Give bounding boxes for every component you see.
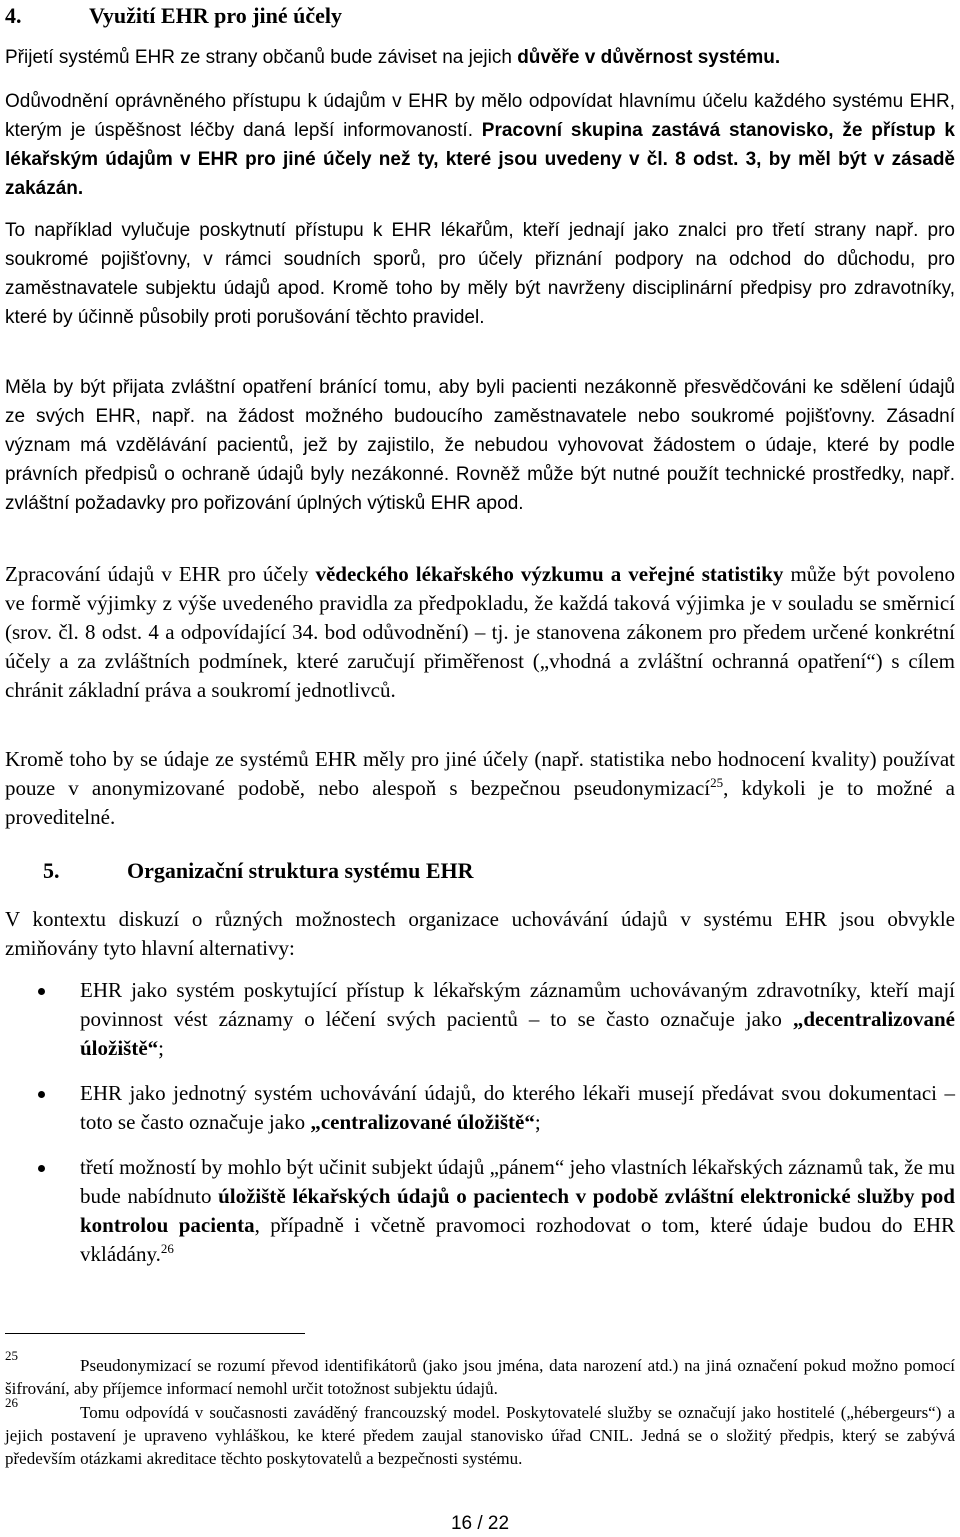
- paragraph-alternatives-text: V kontextu diskuzí o různých možnostech organizace uchovávání údajů v systému EHR jsou obvykle zmiňovány tyto hlavní alternativy:: [5, 907, 955, 960]
- paragraph-special-measures-text: Měla by být přijata zvláštní opatření bránící tomu, aby byli pacienti nezákonně přesvědčováni ke sdělení údajů ze svých EHR, např. na žádost možného budoucího zaměstnavatele nebo soukromé pojišťovny. Zásadní význam má vzdělávání pacientů, jež by zajistilo, že nebudou vyhovovat žádostem o údaje, které by podle právních předpisů o ochraně údajů byly nezákonné. Rovněž může být nutné použít technické prostředky, např. zvláštní požadavky pro pořizování úplných výtisků EHR apod.: [5, 377, 955, 514]
- list-item: třetí možností by mohlo být učinit subjekt údajů „pánem“ jeho vlastních lékařských záznamů tak, že mu bude nabídnuto úložiště lékařských údajů o pacientech v podobě zvláštní elektronické služby pod kontrolou pacienta, případně i včetně pravomoci rozhodovat o tom, které údaje budou do EHR vkládány.$^{26}$: [0, 1153, 960, 1269]
- footnote-divider: [5, 1333, 305, 1334]
- footnote-25-number: 25: [5, 1348, 18, 1363]
- paragraph-anonymization-text1: Kromě toho by se údaje ze systémů EHR měly pro jiné účely (např. statistika nebo hodnocení kvality) používat pouze v anonymizované podobě, nebo alespoň s bezpečnou pseudonymizací: [5, 747, 955, 800]
- footnote-26-text: Tomu odpovídá v současnosti zaváděný francouzský model. Poskytovatelé služby se označují jako hostitelé („hébergeurs“) a jejich postavení je upraveno vyhláškou, ke které předem zaujal stanovisko úřad CNIL. Jedná se o složitý předpis, který se zabývá především otázkami akreditace těchto poskytovatelů a bezpečnosti systému.: [5, 1403, 955, 1468]
- bullet-icon: [38, 988, 45, 995]
- paragraph-alternatives: [5, 905, 955, 963]
- footnote-26-text-wrap: [5, 1401, 955, 1470]
- section-4-title: Využití EHR pro jiné účely: [89, 3, 343, 28]
- section-5-title: Organizační struktura systému EHR: [127, 858, 474, 883]
- list-item: EHR jako jednotný systém uchovávání údajů, do kterého lékaři musejí předávat svou dokumentaci – toto se často označuje jako „centralizované úložiště“;: [0, 1079, 960, 1137]
- section-4-number: 4.: [5, 3, 22, 28]
- footnote-ref-25[interactable]: 25: [710, 775, 724, 790]
- paragraph-exclusion: [5, 216, 955, 332]
- paragraph-justification-text: Odůvodnění oprávněného přístupu k údajům v EHR by mělo odpovídat hlavnímu účelu každého systému EHR, kterým je úspěšnost léčby daná lepší informovaností.: [5, 91, 955, 141]
- paragraph-trust-bold: důvěře v důvěrnost systému.: [517, 47, 781, 68]
- paragraph-justification: [5, 87, 955, 203]
- alternatives-list: [0, 976, 960, 1285]
- footnote-25-text: Pseudonymizací se rozumí převod identifikátorů (jako jsou jména, data narození atd.) na jiná označení pokud možno pomocí šifrování, aby příjemce informací nemohl určit totožnost subjektu údajů.: [5, 1356, 955, 1398]
- paragraph-research-text1: Zpracování údajů v EHR pro účely: [5, 562, 316, 586]
- section-5-heading: [43, 857, 474, 885]
- paragraph-trust-text: Přijetí systémů EHR ze strany občanů bude záviset na jejich: [5, 47, 518, 68]
- bullet-icon: [38, 1165, 45, 1172]
- section-4-heading: [5, 2, 342, 30]
- paragraph-exclusion-text: To například vylučuje poskytnutí přístupu k EHR lékařům, kteří jednají jako znalci pro třetí strany např. pro soukromé pojišťovny, v rámci soudních sporů, pro účely přiznání podpory na odchod do důchodu, pro zaměstnavatele subjektu údajů apod. Kromě toho by měly být navrženy disciplinární předpisy pro zdravotníky, které by účinně působily proti porušování těchto pravidel.: [5, 220, 955, 328]
- paragraph-research: [5, 560, 955, 705]
- footnote-25: [5, 1348, 955, 1400]
- footnote-25-text-wrap: [5, 1354, 955, 1400]
- footnote-26-number: 26: [5, 1395, 18, 1410]
- paragraph-justification-bold: Pracovní skupina zastává stanovisko, že přístup k lékařským údajům v EHR pro jiné účely než ty, které jsou uvedeny v čl. 8 odst. 3, by měl být v zásadě zakázán.: [5, 120, 955, 199]
- paragraph-research-bold: vědeckého lékařského výzkumu a veřejné statistiky: [315, 562, 784, 586]
- paragraph-trust: [5, 43, 955, 72]
- list-item: EHR jako systém poskytující přístup k lékařským záznamům uchovávaným zdravotníky, kteří mají povinnost vést záznamy o léčení svých pacientů – to se často označuje jako „decentralizované úložiště“;: [0, 976, 960, 1063]
- paragraph-anonymization-text2: , kdykoli je to možné a proveditelné.: [5, 776, 955, 829]
- bullet-icon: [38, 1091, 45, 1098]
- section-5-number: 5.: [43, 858, 60, 883]
- footnote-ref-26[interactable]: 26: [160, 1241, 174, 1256]
- paragraph-research-text2: může být povoleno ve formě výjimky z výše uvedeného pravidla za předpokladu, že každá taková výjimka je v souladu se směrnicí (srov. čl. 8 odst. 4 a odpovídající 34. bod odůvodnění) – tj. je stanovena zákonem pro předem určené konkrétní účely a za zvláštních podmínek, které zaručují přiměřenost („vhodná a zvláštní ochranná opatření“) s cílem chránit základní práva a soukromí jednotlivců.: [5, 562, 956, 702]
- paragraph-special-measures: [5, 373, 955, 518]
- paragraph-anonymization: [5, 745, 955, 832]
- footnote-26: [5, 1395, 955, 1470]
- page-number: 16 / 22: [450, 1513, 510, 1534]
